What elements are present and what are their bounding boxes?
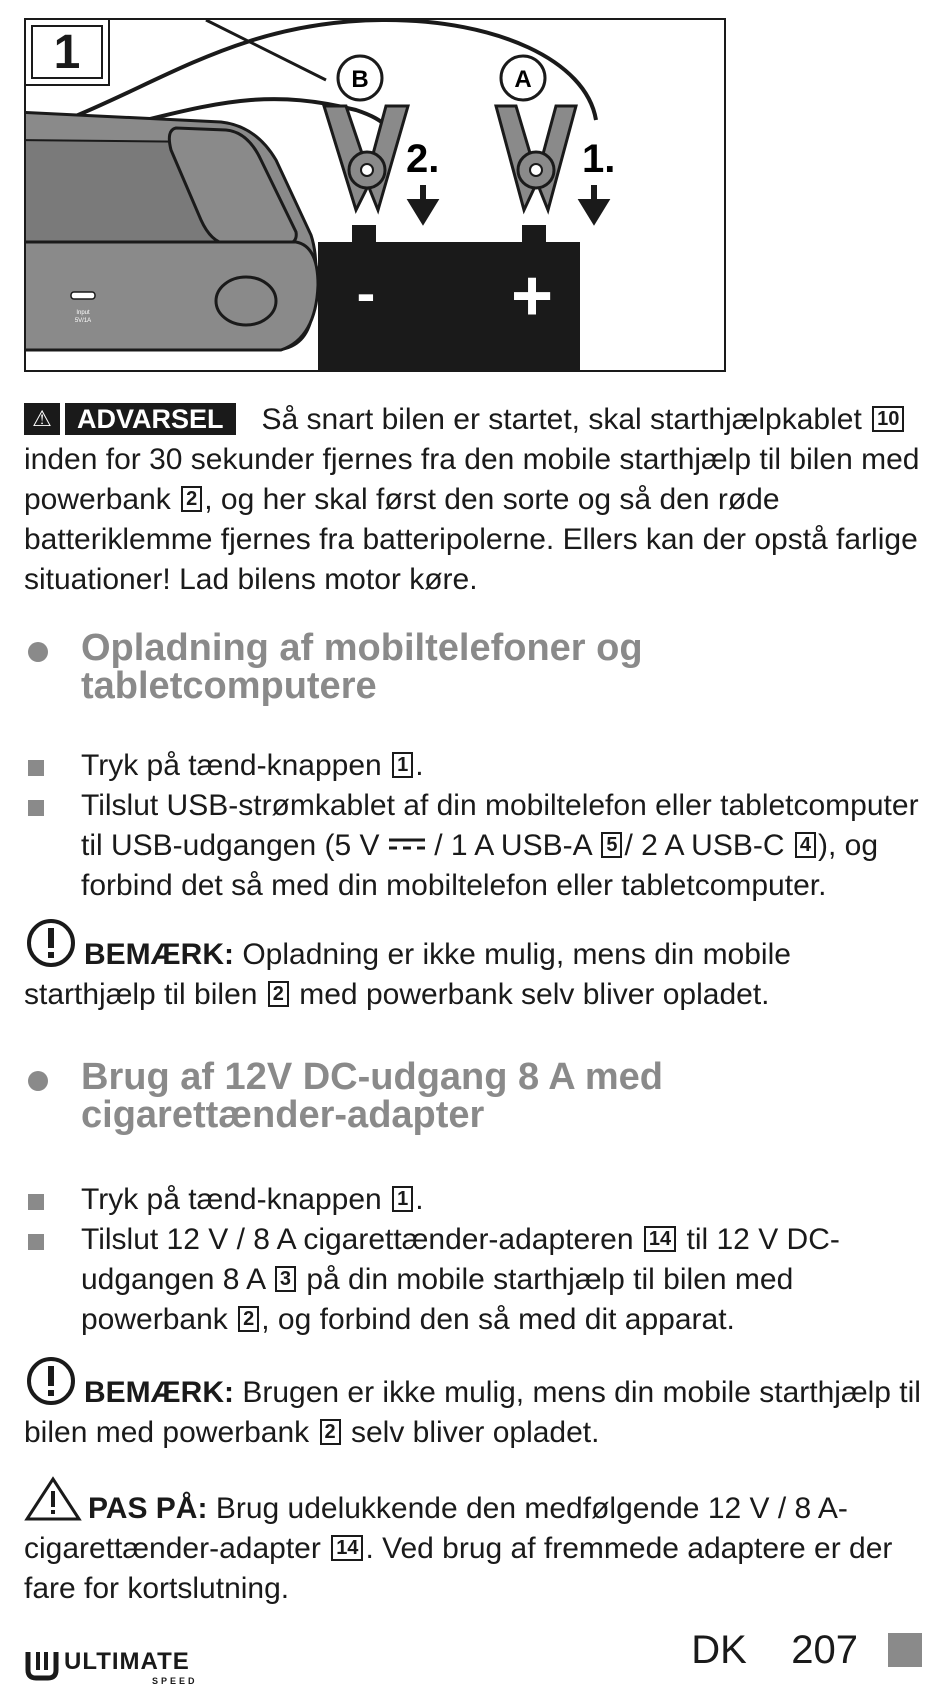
- instruction-list: [24, 1180, 929, 1340]
- figure-1: [24, 18, 726, 372]
- page-number: 207: [791, 1628, 858, 1672]
- down-arrow-icon: [583, 185, 605, 220]
- minus-terminal-symbol: -: [356, 261, 376, 324]
- language-code: DK: [691, 1628, 747, 1672]
- section-heading-charging: [24, 629, 924, 709]
- list-item: [24, 1220, 929, 1340]
- plus-terminal-symbol: +: [510, 256, 554, 336]
- warning-text: Så snart bilen er startet, skal starthjælpkablet: [261, 403, 862, 436]
- warning-text: inden for 30 sekunder fjernes fra den mobile starthjælp til bilen med powerbank: [24, 443, 920, 516]
- list-item-text: Tryk på tænd-knappen: [81, 1183, 382, 1216]
- list-item-text: ), og forbind det så med din mobiltelefon eller tabletcomputer.: [81, 829, 879, 902]
- note-text: med powerbank selv bliver opladet.: [299, 978, 770, 1011]
- ref-number: 14: [331, 1535, 363, 1561]
- brand-subtitle: SPEED: [152, 1676, 198, 1686]
- down-arrow-icon: [412, 185, 434, 220]
- ref-number: 1: [392, 1186, 413, 1212]
- ref-number: 5: [601, 832, 622, 858]
- caution-text: Brug udelukkende den medfølgende 12 V / 8 A-cigarettænder-adapter: [24, 1492, 848, 1565]
- bullet-dot-icon: [28, 642, 48, 662]
- note-text: Brugen er ikke mulig, mens din mobile starthjælp til bilen med powerbank: [24, 1376, 921, 1449]
- bullet-dot-icon: [28, 1071, 48, 1091]
- caution-text: . Ved brug af fremmede adaptere er der fare for kortslutning.: [24, 1532, 893, 1605]
- caution-label: PAS PÅ:: [88, 1492, 208, 1525]
- note-text: Opladning er ikke mulig, mens din mobile starthjælp til bilen: [24, 938, 791, 1011]
- list-item-text: Tryk på tænd-knappen: [81, 749, 382, 782]
- warning-triangle-icon: ⚠: [24, 403, 60, 435]
- brand-logo-icon: [24, 1646, 60, 1682]
- warning-badge: [24, 398, 236, 438]
- section-heading-text: Brug af 12V DC-udgang 8 A med cigarettænder-adapter: [81, 1056, 664, 1136]
- list-item-text: på din mobile starthjælp til bilen med powerbank: [81, 1263, 794, 1336]
- list-item-text: / 2 A USB-C: [624, 829, 785, 862]
- list-item-text: / 1 A USB-A: [434, 829, 591, 862]
- note-label: BEMÆRK:: [84, 1376, 234, 1409]
- exclamation-circle-icon: [24, 1356, 78, 1406]
- warning-triangle-icon: [24, 1476, 82, 1522]
- warning-paragraph: [24, 398, 929, 600]
- warning-text: , og her skal først den sorte og så den røde batteriklemme fjernes fra batteripolerne. Ellers kan der opstå farlige situationer! Lad bilens motor køre.: [24, 483, 918, 596]
- note-paragraph: [24, 918, 929, 1015]
- list-item: [24, 746, 929, 786]
- list-item-text: , og forbind den så med dit apparat.: [261, 1303, 735, 1336]
- ref-number: 2: [268, 981, 289, 1007]
- note-label: BEMÆRK:: [84, 938, 234, 971]
- list-item: [24, 1180, 929, 1220]
- bullet-square-icon: [28, 1194, 44, 1210]
- ref-number: 2: [181, 486, 202, 512]
- ref-number: 10: [872, 406, 904, 432]
- figure-number: 1: [26, 20, 110, 86]
- battery: [318, 225, 580, 372]
- list-item-text: Tilslut USB-strømkablet af din mobiltelefon eller tabletcomputer til USB-udgangen (5 V: [81, 789, 919, 862]
- clamp-b-label: B: [351, 66, 369, 93]
- bullet-square-icon: [28, 760, 44, 776]
- section-heading-dc-output: [24, 1058, 924, 1138]
- ref-number: 2: [238, 1306, 259, 1332]
- dc-symbol-icon: [388, 835, 426, 853]
- port-label: Input: [76, 310, 90, 316]
- exclamation-circle-icon: [24, 918, 78, 968]
- clamp-a: [496, 56, 576, 210]
- caution-paragraph: [24, 1476, 929, 1609]
- ref-number: 2: [320, 1419, 341, 1445]
- list-item-text: Tilslut 12 V / 8 A cigarettænder-adapteren: [81, 1223, 634, 1256]
- brand-logo: [24, 1646, 198, 1687]
- footer-square-icon: [888, 1633, 922, 1667]
- page-footer: [691, 1626, 922, 1674]
- note-text: selv bliver opladet.: [351, 1416, 600, 1449]
- ref-number: 3: [275, 1266, 296, 1292]
- note-paragraph: [24, 1356, 929, 1453]
- port-rating: 5V/1A: [74, 318, 92, 324]
- list-item-text: til 12 V DC-udgangen 8 A: [81, 1223, 840, 1296]
- ref-number: 4: [795, 832, 816, 858]
- section-heading-text: Opladning af mobiltelefoner og tabletcomputere: [81, 627, 643, 707]
- bullet-square-icon: [28, 800, 44, 816]
- clamp-a-label: A: [514, 66, 532, 93]
- clamp-b: [324, 56, 408, 210]
- list-item-text: .: [415, 749, 424, 782]
- ref-number: 1: [392, 752, 413, 778]
- list-item-text: .: [415, 1183, 424, 1216]
- list-item: [24, 786, 929, 906]
- step-2-label: 2.: [406, 137, 440, 181]
- warning-label: ADVARSEL: [65, 403, 236, 435]
- step-1-label: 1.: [582, 137, 616, 181]
- bullet-square-icon: [28, 1234, 44, 1250]
- ref-number: 14: [644, 1226, 676, 1252]
- instruction-list: [24, 746, 929, 906]
- jump-start-illustration: [26, 20, 726, 372]
- brand-name: ULTIMATE: [64, 1648, 190, 1675]
